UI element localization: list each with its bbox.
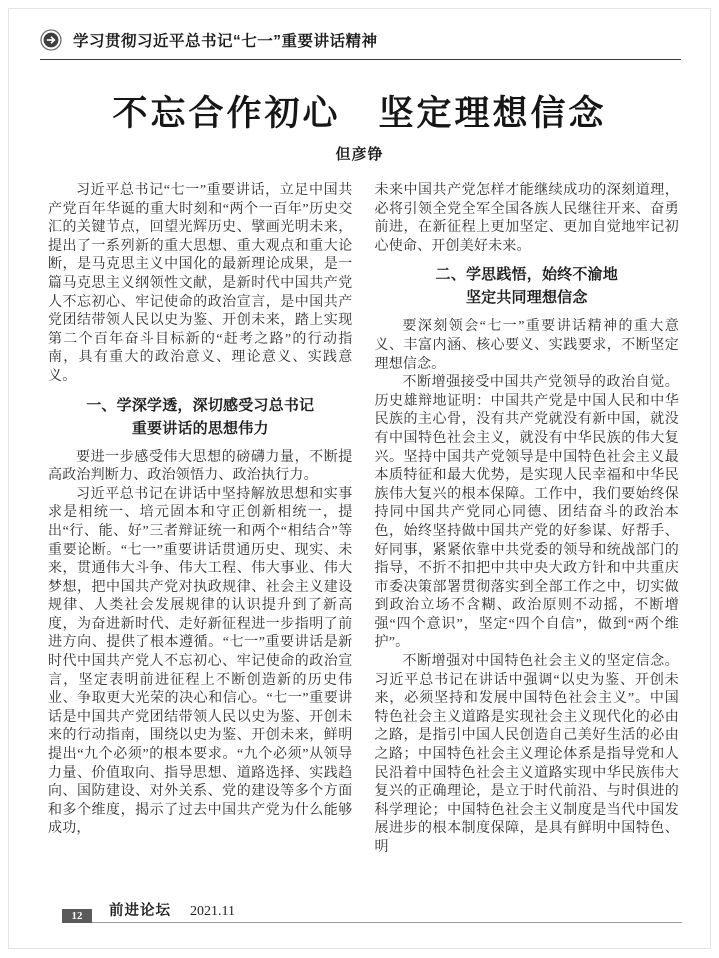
paragraph: 不断增强接受中国共产党领导的政治自觉。历史雄辩地证明：中国共产党是中国人民和中华民族的主心骨，没有共产党就没有新中国，就没有中国特色社会主义，就没有中华民族的伟大复兴。坚持中国共产党领导是中国特色社会主义最本质特征和最大优势，是实现人民幸福和中华民族伟大复兴的根本保障。工作中，我们要始终保持同中国共产党同心同德、团结奋斗的政治本色，始终坚持做中国共产党的好参谋、好帮手、好同事，紧紧依靠中共党委的领导和统战部门的指导，不折不扣把中共中央大政方针和中共重庆市委决策部署贯彻落实到全部工作之中，切实做到政治立场不含糊、政治原则不动摇，不断增强“四个意识”，坚定“四个自信”，做到“两个维护”。 <box>374 375 679 651</box>
section-1-heading-line1: 一、学深学透，深切感受习总书记 <box>86 397 315 414</box>
section-1-heading <box>48 395 353 441</box>
paragraph: 不断增强对中国特色社会主义的坚定信念。习近平总书记在讲话中强调“以史为鉴、开创未来，必须坚持和发展中国特色社会主义”。中国特色社会主义道路是实现社会主义现代化的必由之路，是指引中国人民创造自己美好生活的必由之路；中国特色社会主义理论体系是指导党和人民沿着中国特色社会主义道路实现中华民族伟大复兴的正确理论，是立于时代前沿、与时俱进的科学理论；中国特色社会主义制度是当代中国发展进步的根本制度保障，是具有鲜明中国特色、明 <box>374 654 679 855</box>
paragraph: 要深刻领会“七一”重要讲话精神的重大意义、丰富内涵、核心要义、实践要求，不断坚定理想信念。 <box>374 319 679 372</box>
section-1-heading-line2: 重要讲话的思想伟力 <box>131 420 269 437</box>
section-2-heading-line1: 二、学思践悟，始终不渝地 <box>435 267 618 284</box>
page-header <box>40 29 681 60</box>
header-topic-label: 学习贯彻习近平总书记“七一”重要讲话精神 <box>73 33 378 50</box>
article-title: 不忘合作初心 坚定理想信念 <box>112 94 607 133</box>
article-body <box>48 182 679 858</box>
section-2-heading-line2: 坚定共同理想信念 <box>465 290 588 307</box>
page-footer <box>62 899 682 923</box>
section-2-heading <box>375 264 680 310</box>
journal-name: 前进论坛 <box>109 903 171 919</box>
paragraph: 习近平总书记在讲话中坚持解放思想和实事求是相统一、培元固本和守正创新相统一，提出“行、能、好”三者辩证统一和两个“相结合”等重要论断。“七一”重要讲话贯通历史、现实、未来，贯通伟大斗争、伟大工程、伟大事业、伟大梦想，把中国共产党对执政规律、社会主义建设规律、人类社会发展规律的认识提升到了新高度，为奋进新时代、走好新征程进一步指明了前进方向、提供了根本遵循。“七一”重要讲话是新时代中国共产党人不忘初心、牢记使命的政治宣言，坚定表明前进征程上不断创造新的历史伟业、争取更大光荣的决心和信心。“七一”重要讲话是中国共产党团结带领人民以史为鉴、开创未来的行动指南，围绕以史为鉴、开创未来，鲜明提出“九个必须”的根本要求。“九个必须”从领导力量、价值取向、指导思想、道路选择、实践趋向、国防建设、对外关系、党的建设等多个方面和多个维度，揭示了过去中国共产党为什么能够成功， <box>48 486 353 837</box>
paragraph-continued: 未来中国共产党怎样才能继续成功的深刻道理，必将引领全党全军全国各族人民继往开来、奋勇前进，在新征程上更加坚定、更加自觉地牢记初心使命、开创美好未来。 <box>374 183 679 254</box>
right-column <box>375 182 680 858</box>
paragraph: 要进一步感受伟大思想的磅礴力量，不断提高政治判断力、政治领悟力、政治执行力。 <box>48 449 353 484</box>
circled-arrow-icon <box>40 29 62 51</box>
page-number-badge: 12 <box>62 909 92 923</box>
article-author: 但彦铮 <box>335 146 384 163</box>
left-column <box>48 182 353 858</box>
paragraph-intro: 习近平总书记“七一”重要讲话，立足中国共产党百年华诞的重大时刻和“两个一百年”历史交汇的关键节点，回望光辉历史、擘画光明未来，提出了一系列新的重大思想、重大观点和重大论断，是马克思主义中国化的最新理论成果，是一篇马克思主义纲领性文献，是新时代中国共产党人不忘初心、牢记使命的政治宣言，是中国共产党团结带领人民以史为鉴、开创未来，踏上实现第二个百年奋斗目标新的“赶考之路”的行动指南，具有重大的政治意义、理论意义、实践意义。 <box>48 183 353 384</box>
issue-date: 2021.11 <box>190 904 235 919</box>
